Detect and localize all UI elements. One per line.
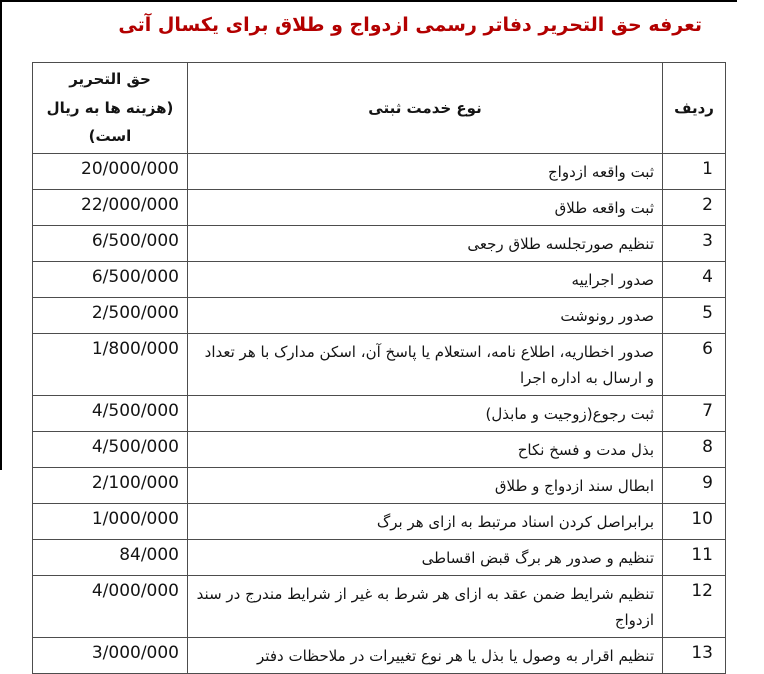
table-row bbox=[33, 467, 726, 503]
fee-value-cell bbox=[33, 637, 188, 673]
header-row-number: ردیف bbox=[663, 63, 726, 154]
row-number: 5 bbox=[702, 302, 713, 323]
table-row bbox=[33, 153, 726, 189]
row-number: 6 bbox=[702, 338, 713, 359]
fee-table-body bbox=[33, 153, 726, 673]
frame-top-line bbox=[0, 0, 737, 2]
fee-amount: 1/800/000 bbox=[91, 338, 179, 359]
header-service-type: نوع خدمت ثبتی bbox=[188, 63, 663, 154]
row-number: 11 bbox=[691, 544, 713, 565]
table-row bbox=[33, 503, 726, 539]
table-row bbox=[33, 431, 726, 467]
fee-amount: 3/000/000 bbox=[91, 642, 179, 663]
row-number-cell bbox=[663, 297, 726, 333]
header-fee-line2: (هزینه ها به ریال است) bbox=[46, 98, 174, 145]
row-number-cell bbox=[663, 225, 726, 261]
fee-value-cell bbox=[33, 333, 188, 395]
service-name-cell: تنظیم و صدور هر برگ قبض اقساطی bbox=[188, 539, 663, 575]
fee-amount: 84/000 bbox=[119, 544, 179, 565]
fee-amount: 2/500/000 bbox=[91, 302, 179, 323]
fee-table bbox=[32, 62, 726, 674]
fee-amount: 4/500/000 bbox=[91, 400, 179, 421]
service-name-cell: ابطال سند ازدواج و طلاق bbox=[188, 467, 663, 503]
service-name-cell: ثبت واقعه ازدواج bbox=[188, 153, 663, 189]
fee-value-cell bbox=[33, 575, 188, 637]
table-row bbox=[33, 395, 726, 431]
row-number-cell bbox=[663, 431, 726, 467]
header-fee bbox=[33, 63, 188, 154]
fee-amount: 20/000/000 bbox=[81, 158, 179, 179]
row-number: 13 bbox=[691, 642, 713, 663]
fee-amount: 6/500/000 bbox=[91, 230, 179, 251]
table-row bbox=[33, 333, 726, 395]
fee-value-cell bbox=[33, 297, 188, 333]
table-row bbox=[33, 297, 726, 333]
row-number: 2 bbox=[702, 194, 713, 215]
fee-value-cell bbox=[33, 467, 188, 503]
table-row bbox=[33, 261, 726, 297]
row-number: 10 bbox=[691, 508, 713, 529]
row-number: 4 bbox=[702, 266, 713, 287]
row-number-cell bbox=[663, 467, 726, 503]
header-fee-line1: حق التحریر bbox=[69, 70, 151, 88]
row-number-cell bbox=[663, 575, 726, 637]
row-number-cell bbox=[663, 395, 726, 431]
table-row bbox=[33, 637, 726, 673]
row-number: 8 bbox=[702, 436, 713, 457]
fee-amount: 4/000/000 bbox=[91, 580, 179, 601]
fee-amount: 1/000/000 bbox=[91, 508, 179, 529]
table-row bbox=[33, 575, 726, 637]
fee-amount: 4/500/000 bbox=[91, 436, 179, 457]
row-number-cell bbox=[663, 503, 726, 539]
row-number-cell bbox=[663, 261, 726, 297]
row-number: 3 bbox=[702, 230, 713, 251]
row-number: 9 bbox=[702, 472, 713, 493]
row-number-cell bbox=[663, 333, 726, 395]
service-name-cell: تنظیم شرایط ضمن عقد به ازای هر شرط به غیر از شرایط مندرج در سند ازدواج bbox=[188, 575, 663, 637]
row-number: 7 bbox=[702, 400, 713, 421]
row-number: 1 bbox=[702, 158, 713, 179]
service-name-cell: صدور رونوشت bbox=[188, 297, 663, 333]
table-row bbox=[33, 189, 726, 225]
fee-value-cell bbox=[33, 539, 188, 575]
table-row bbox=[33, 225, 726, 261]
row-number-cell bbox=[663, 189, 726, 225]
fee-amount: 2/100/000 bbox=[91, 472, 179, 493]
fee-value-cell bbox=[33, 189, 188, 225]
service-name-cell: تنظیم اقرار به وصول یا بذل یا هر نوع تغییرات در ملاحظات دفتر bbox=[188, 637, 663, 673]
row-number: 12 bbox=[691, 580, 713, 601]
fee-value-cell bbox=[33, 395, 188, 431]
service-name-cell: بذل مدت و فسخ نکاح bbox=[188, 431, 663, 467]
fee-value-cell bbox=[33, 153, 188, 189]
service-name-cell: صدور اجراییه bbox=[188, 261, 663, 297]
service-name-cell: تنظیم صورتجلسه طلاق رجعی bbox=[188, 225, 663, 261]
row-number-cell bbox=[663, 637, 726, 673]
row-number-cell bbox=[663, 153, 726, 189]
frame-left-line bbox=[0, 0, 2, 470]
service-name-cell: ثبت واقعه طلاق bbox=[188, 189, 663, 225]
fee-amount: 6/500/000 bbox=[91, 266, 179, 287]
fee-value-cell bbox=[33, 431, 188, 467]
fee-value-cell bbox=[33, 261, 188, 297]
service-name-cell: ثبت رجوع(زوجیت و مابذل) bbox=[188, 395, 663, 431]
header-row bbox=[33, 63, 726, 154]
fee-amount: 22/000/000 bbox=[81, 194, 179, 215]
service-name-cell: صدور اخطاریه، اطلاع نامه، استعلام یا پاسخ آن، اسکن مدارک با هر تعداد و ارسال به اداره اجرا bbox=[188, 333, 663, 395]
fee-table-header bbox=[33, 63, 726, 154]
fee-value-cell bbox=[33, 225, 188, 261]
page-title: تعرفه حق التحریر دفاتر رسمی ازدواج و طلاق برای یکسال آتی bbox=[118, 14, 702, 36]
fee-value-cell bbox=[33, 503, 188, 539]
service-name-cell: برابراصل کردن اسناد مرتبط به ازای هر برگ bbox=[188, 503, 663, 539]
row-number-cell bbox=[663, 539, 726, 575]
table-row bbox=[33, 539, 726, 575]
